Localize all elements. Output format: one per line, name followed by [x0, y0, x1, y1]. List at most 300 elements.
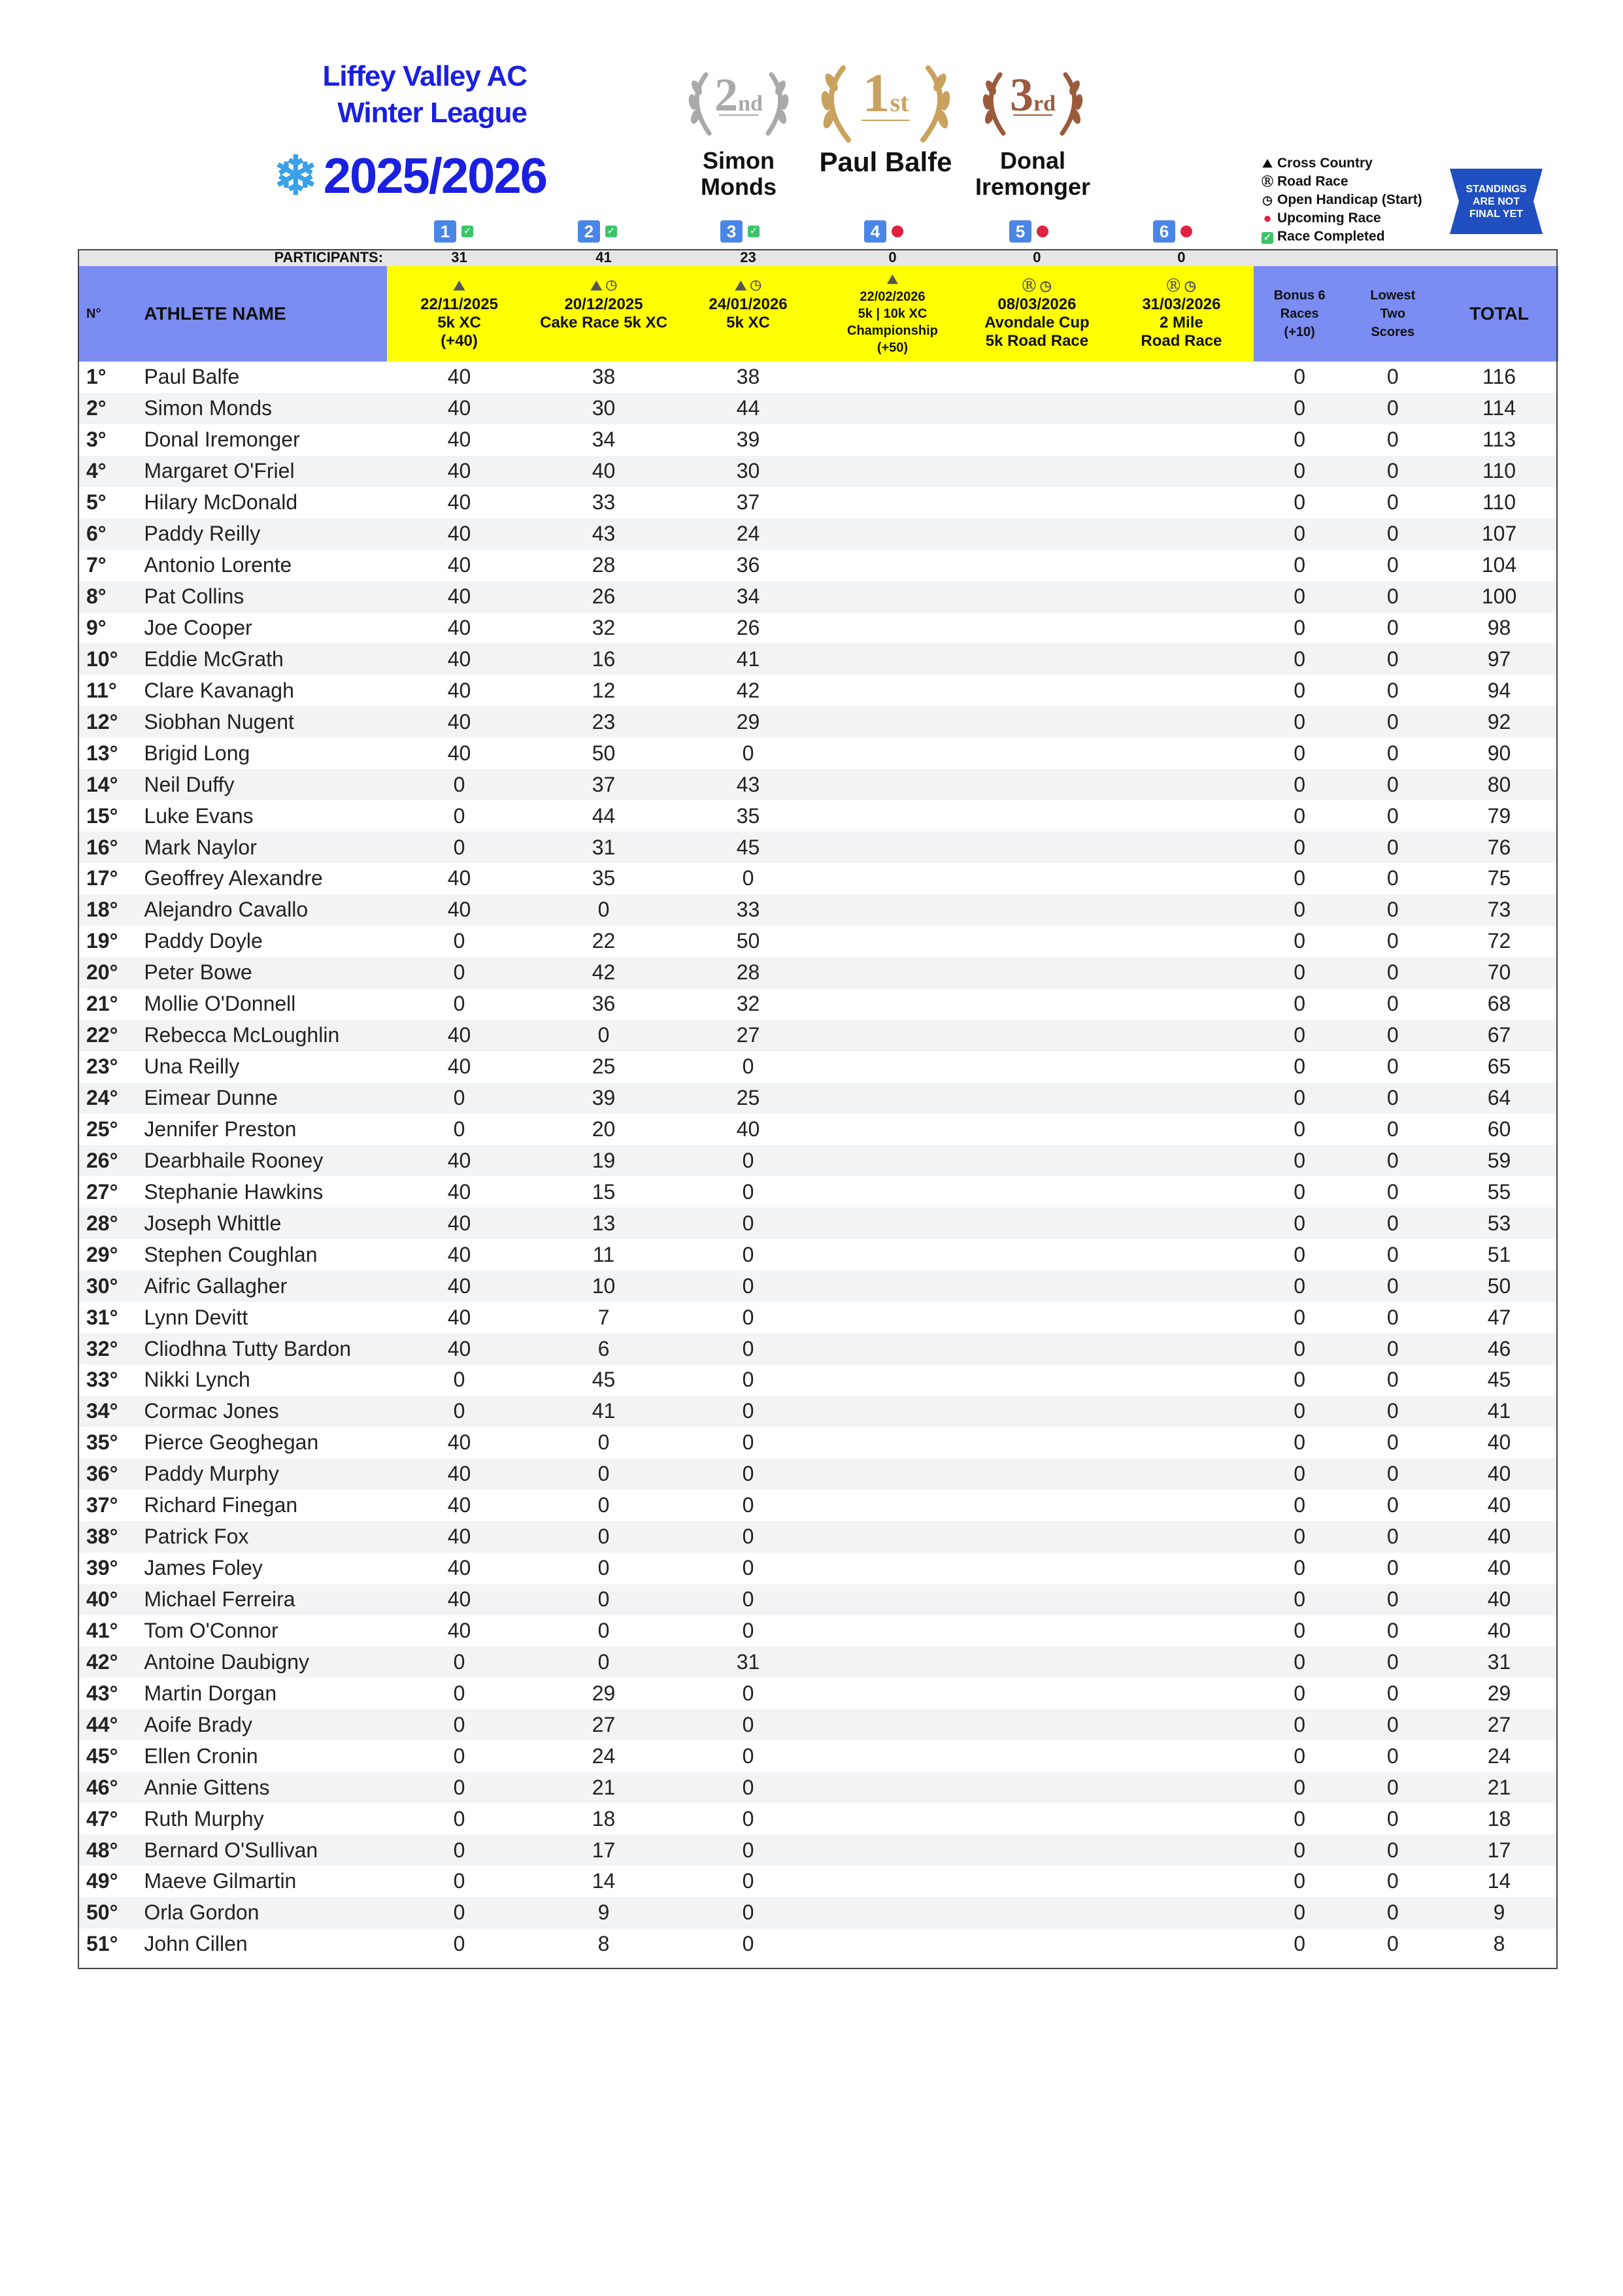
race-5-participants: 0 — [965, 249, 1109, 266]
lowest-cell: 0 — [1386, 1556, 1399, 1580]
race-2-header: ⛰ ◷ 20/12/2025 Cake Race 5k XC — [531, 266, 676, 362]
position-cell: 37° — [86, 1493, 118, 1517]
position-cell: 32° — [78, 1333, 137, 1364]
r1-cell: 40 — [447, 365, 471, 389]
table-row — [78, 769, 1558, 800]
position-cell: 36° — [78, 1459, 137, 1490]
r2-cell: 21 — [531, 1772, 676, 1803]
third-place-rank: 3rd — [1010, 69, 1056, 121]
r3-cell: 50 — [736, 929, 760, 953]
future-race-cell — [820, 1740, 965, 1772]
future-race-cell — [1109, 1302, 1254, 1333]
table-row — [78, 926, 1558, 957]
table-row — [78, 800, 1558, 832]
first-place-name: Paul Balfe — [819, 146, 952, 177]
table-row — [78, 1051, 1558, 1083]
r1-cell: 40 — [387, 1584, 531, 1615]
r3-cell: 0 — [676, 1897, 820, 1929]
r1-cell: 40 — [447, 553, 471, 577]
race-6-badge: 6 — [1153, 220, 1192, 243]
table-row — [78, 1897, 1558, 1929]
r3-cell: 42 — [736, 678, 760, 702]
table-row — [78, 1929, 1558, 1960]
r2-cell: 11 — [592, 1242, 615, 1266]
future-race-cell — [965, 1866, 1109, 1897]
athlete-name-cell: Peter Bowe — [137, 957, 387, 988]
r1-cell: 40 — [447, 866, 471, 890]
athlete-name-cell: Michael Ferreira — [137, 1584, 387, 1615]
r3-cell: 0 — [742, 1242, 754, 1266]
r3-cell: 0 — [742, 1869, 754, 1893]
table-row — [78, 894, 1558, 926]
r2-cell: 7 — [597, 1305, 610, 1329]
position-cell: 2° — [78, 393, 137, 424]
lowest-cell: 0 — [1386, 1618, 1399, 1642]
future-race-cell — [965, 1459, 1109, 1490]
bonus-cell: 0 — [1294, 1179, 1306, 1204]
r1-cell: 0 — [453, 992, 465, 1016]
total-cell: 53 — [1440, 1207, 1558, 1239]
position-cell: 20° — [78, 957, 137, 988]
position-cell: 46° — [78, 1772, 137, 1803]
r1-cell: 40 — [387, 706, 531, 737]
red-dot-icon — [1037, 226, 1048, 237]
future-race-cell — [820, 706, 965, 737]
r2-cell: 24 — [592, 1744, 616, 1768]
future-race-cell — [1109, 737, 1254, 769]
future-race-cell — [820, 832, 965, 863]
r2-cell: 25 — [592, 1055, 616, 1079]
r3-cell: 33 — [676, 894, 820, 926]
future-race-cell — [1109, 894, 1254, 926]
bonus-cell: 0 — [1254, 581, 1346, 613]
future-race-cell — [820, 1364, 965, 1396]
bonus-cell: 0 — [1294, 1368, 1306, 1392]
race-1-badge: 1 ✓ — [434, 220, 473, 243]
total-cell: 18 — [1487, 1806, 1511, 1831]
lowest-cell: 0 — [1386, 1681, 1399, 1705]
r1-cell: 40 — [387, 581, 531, 613]
athlete-name-cell: John Cillen — [144, 1932, 248, 1956]
future-race-cell — [965, 832, 1109, 863]
athlete-name-cell: Maeve Gilmartin — [144, 1869, 297, 1893]
athlete-name-cell: Annie Gittens — [137, 1772, 387, 1803]
future-race-cell — [1109, 1553, 1254, 1584]
r2-cell: 0 — [531, 1646, 676, 1678]
table-row — [78, 1646, 1558, 1678]
legend-upcoming: ● Upcoming Race — [1260, 209, 1422, 228]
future-race-cell — [820, 456, 965, 487]
bonus-cell: 0 — [1294, 678, 1306, 702]
r3-cell: 0 — [742, 1681, 754, 1705]
athlete-name-cell: Dearbhaile Rooney — [137, 1145, 387, 1176]
future-race-cell — [1109, 1051, 1254, 1083]
athlete-name-cell: Jennifer Preston — [144, 1117, 297, 1141]
lowest-cell: 0 — [1345, 1333, 1440, 1364]
r3-cell: 0 — [676, 1584, 820, 1615]
future-race-cell — [820, 769, 965, 800]
future-race-cell — [1109, 1521, 1254, 1553]
position-cell: 44° — [78, 1709, 137, 1740]
r2-cell: 0 — [597, 1618, 610, 1642]
lowest-cell: 0 — [1386, 1932, 1399, 1956]
future-race-cell — [965, 894, 1109, 926]
athlete-name-cell: Mark Naylor — [137, 832, 387, 863]
table-row — [78, 550, 1558, 581]
future-race-cell — [965, 613, 1109, 644]
total-cell: 97 — [1440, 643, 1558, 675]
bonus-cell: 0 — [1294, 992, 1306, 1016]
r2-cell: 0 — [597, 1556, 610, 1580]
r2-cell: 0 — [597, 1493, 610, 1517]
total-cell: 14 — [1487, 1869, 1511, 1893]
bonus-cell: 0 — [1294, 1556, 1306, 1580]
future-race-cell — [965, 1051, 1109, 1083]
r2-cell: 16 — [531, 643, 676, 675]
r2-cell: 22 — [592, 929, 616, 953]
red-dot-icon — [892, 226, 903, 237]
lowest-cell: 0 — [1345, 1145, 1440, 1176]
future-race-cell — [965, 769, 1109, 800]
r3-cell: 30 — [676, 456, 820, 487]
lowest-cell: 0 — [1345, 393, 1440, 424]
position-cell: 15° — [86, 803, 118, 828]
future-race-cell — [1109, 1333, 1254, 1364]
athlete-name-cell: Aoife Brady — [137, 1709, 387, 1740]
future-race-cell — [965, 1239, 1109, 1270]
r1-cell: 0 — [387, 1772, 531, 1803]
r3-cell: 0 — [742, 1744, 754, 1768]
future-race-cell — [965, 1584, 1109, 1615]
bonus-cell: 0 — [1294, 365, 1306, 389]
total-cell: 40 — [1487, 1430, 1511, 1455]
future-race-cell — [965, 1929, 1109, 1960]
r2-cell: 35 — [592, 866, 616, 890]
position-cell: 29° — [86, 1242, 118, 1266]
future-race-cell — [1109, 800, 1254, 832]
r2-cell: 26 — [531, 581, 676, 613]
lowest-cell: 0 — [1345, 832, 1440, 863]
lowest-cell: 0 — [1386, 929, 1399, 953]
total-cell: 29 — [1487, 1681, 1511, 1705]
future-race-cell — [1109, 1459, 1254, 1490]
total-cell: 60 — [1487, 1117, 1511, 1141]
table-header — [78, 266, 1558, 362]
r1-cell: 0 — [453, 1806, 465, 1831]
r3-cell: 0 — [676, 1145, 820, 1176]
athlete-name-cell: James Foley — [144, 1556, 263, 1580]
r1-cell: 0 — [453, 1744, 465, 1768]
position-cell: 45° — [86, 1744, 118, 1768]
table-row — [78, 1176, 1558, 1207]
future-race-cell — [965, 1678, 1109, 1709]
r2-cell: 19 — [531, 1145, 676, 1176]
future-race-cell — [820, 1929, 965, 1960]
athlete-name-cell: Joseph Whittle — [137, 1207, 387, 1239]
future-race-cell — [820, 362, 965, 393]
race-3-participants: 23 — [676, 249, 820, 266]
r1-cell: 40 — [387, 1521, 531, 1553]
lowest-cell: 0 — [1345, 1772, 1440, 1803]
r3-cell: 0 — [742, 1556, 754, 1580]
future-race-cell — [1109, 706, 1254, 737]
r1-cell: 40 — [387, 1270, 531, 1302]
future-race-cell — [820, 863, 965, 894]
athlete-name-cell: Eimear Dunne — [137, 1083, 387, 1114]
r3-cell: 0 — [676, 1521, 820, 1553]
future-race-cell — [965, 706, 1109, 737]
lowest-cell: 0 — [1345, 1396, 1440, 1427]
future-race-cell — [1109, 1740, 1254, 1772]
r3-cell: 0 — [676, 1834, 820, 1866]
future-race-cell — [820, 550, 965, 581]
future-race-cell — [820, 1083, 965, 1114]
table-row — [78, 1834, 1558, 1866]
table-row — [78, 1364, 1558, 1396]
future-race-cell — [1109, 424, 1254, 456]
r2-cell: 8 — [597, 1932, 610, 1956]
r2-cell: 9 — [531, 1897, 676, 1929]
second-place-rank: 2nd — [714, 69, 763, 121]
future-race-cell — [965, 550, 1109, 581]
future-race-cell — [820, 1866, 965, 1897]
total-cell: 65 — [1487, 1055, 1511, 1079]
r2-cell: 38 — [592, 365, 616, 389]
athlete-name-cell: Richard Finegan — [144, 1493, 298, 1517]
table-row — [78, 1333, 1558, 1364]
future-race-cell — [820, 1459, 965, 1490]
position-cell: 14° — [78, 769, 137, 800]
future-race-cell — [820, 1270, 965, 1302]
r1-cell: 0 — [387, 1083, 531, 1114]
r1-cell: 0 — [387, 1646, 531, 1678]
total-cell: 40 — [1487, 1618, 1511, 1642]
table-row — [78, 1427, 1558, 1459]
future-race-cell — [965, 1114, 1109, 1145]
r3-cell: 0 — [742, 1055, 754, 1079]
lowest-cell: 0 — [1386, 866, 1399, 890]
total-cell: 47 — [1487, 1305, 1511, 1329]
r2-cell: 10 — [531, 1270, 676, 1302]
table-row — [78, 863, 1558, 894]
bonus-cell: 0 — [1294, 490, 1306, 515]
future-race-cell — [820, 1020, 965, 1051]
athlete-name-cell: Antonio Lorente — [144, 553, 292, 577]
future-race-cell — [965, 1302, 1109, 1333]
athlete-name-cell: Clare Kavanagh — [144, 678, 294, 702]
r1-cell: 40 — [447, 678, 471, 702]
total-cell: 40 — [1487, 1493, 1511, 1517]
athlete-name-cell: Stephanie Hawkins — [144, 1179, 324, 1204]
position-cell: 39° — [86, 1556, 118, 1580]
bonus-cell: 0 — [1254, 1333, 1346, 1364]
lowest-cell: 0 — [1345, 518, 1440, 550]
athlete-name-cell: Eddie McGrath — [137, 643, 387, 675]
lowest-cell: 0 — [1386, 741, 1399, 765]
legend — [1260, 154, 1422, 246]
r3-cell: 0 — [676, 1772, 820, 1803]
race-6-participants: 0 — [1109, 249, 1254, 266]
table-row — [78, 1678, 1558, 1709]
r1-cell: 40 — [447, 741, 471, 765]
bonus-cell: 0 — [1294, 1055, 1306, 1079]
pos-header: N° — [78, 266, 137, 362]
future-race-cell — [965, 1772, 1109, 1803]
r3-cell: 34 — [676, 581, 820, 613]
future-race-cell — [965, 926, 1109, 957]
future-race-cell — [820, 1114, 965, 1145]
total-cell: 110 — [1440, 456, 1558, 487]
r1-cell: 40 — [447, 490, 471, 515]
table-row — [78, 1207, 1558, 1239]
future-race-cell — [1109, 1270, 1254, 1302]
future-race-cell — [1109, 957, 1254, 988]
total-cell: 40 — [1487, 1556, 1511, 1580]
r2-cell: 20 — [592, 1117, 616, 1141]
lowest-cell: 0 — [1386, 1806, 1399, 1831]
check-icon: ✓ — [748, 226, 760, 237]
lowest-cell: 0 — [1345, 894, 1440, 926]
total-cell: 110 — [1482, 490, 1516, 515]
table-row — [78, 487, 1558, 518]
lowest-cell: 0 — [1386, 803, 1399, 828]
position-cell: 12° — [78, 706, 137, 737]
future-race-cell — [820, 926, 965, 957]
future-race-cell — [1109, 675, 1254, 706]
r3-cell: 35 — [736, 803, 760, 828]
snowflake-icon: ❄ — [273, 146, 317, 206]
r1-cell: 40 — [447, 1242, 471, 1266]
table-row — [78, 393, 1558, 424]
bonus-cell: 0 — [1254, 832, 1346, 863]
athlete-name-cell: Brigid Long — [144, 741, 250, 765]
total-cell: 40 — [1440, 1584, 1558, 1615]
bonus-cell: 0 — [1254, 1083, 1346, 1114]
season-title — [273, 145, 546, 207]
bonus-cell: 0 — [1254, 769, 1346, 800]
r3-cell: 27 — [676, 1020, 820, 1051]
future-race-cell — [1109, 1834, 1254, 1866]
future-race-cell — [1109, 1584, 1254, 1615]
total-cell: 8 — [1493, 1932, 1505, 1956]
position-cell: 10° — [78, 643, 137, 675]
future-race-cell — [965, 1803, 1109, 1834]
future-race-cell — [1109, 1239, 1254, 1270]
future-race-cell — [1109, 1145, 1254, 1176]
total-cell: 80 — [1440, 769, 1558, 800]
athlete-name-cell: Hilary McDonald — [144, 490, 298, 515]
check-icon: ✓ — [1260, 230, 1275, 243]
lowest-cell: 0 — [1345, 1646, 1440, 1678]
r2-cell: 12 — [592, 678, 616, 702]
table-row — [78, 1239, 1558, 1270]
first-place-rank: 1st — [862, 63, 909, 124]
future-race-cell — [965, 518, 1109, 550]
lowest-cell: 0 — [1345, 957, 1440, 988]
r3-cell: 40 — [736, 1117, 760, 1141]
lowest-cell: 0 — [1386, 1430, 1399, 1455]
future-race-cell — [965, 424, 1109, 456]
athlete-name-cell: Patrick Fox — [137, 1521, 387, 1553]
r3-cell: 41 — [676, 643, 820, 675]
table-row — [78, 1270, 1558, 1302]
position-cell: 43° — [86, 1681, 118, 1705]
future-race-cell — [820, 1709, 965, 1740]
future-race-cell — [965, 800, 1109, 832]
athlete-name-cell: Ellen Cronin — [144, 1744, 258, 1768]
future-race-cell — [1109, 1772, 1254, 1803]
athlete-name-cell: Donal Iremonger — [144, 428, 300, 452]
future-race-cell — [965, 1553, 1109, 1584]
r2-cell: 34 — [592, 428, 616, 452]
future-race-cell — [1109, 988, 1254, 1020]
athlete-name-cell: Neil Duffy — [137, 769, 387, 800]
bonus-cell: 0 — [1294, 1305, 1306, 1329]
athlete-name-cell: Nikki Lynch — [144, 1368, 250, 1392]
lowest-cell: 0 — [1345, 706, 1440, 737]
bonus-cell: 0 — [1254, 706, 1346, 737]
r3-cell: 0 — [742, 1806, 754, 1831]
future-race-cell — [1109, 518, 1254, 550]
r2-cell: 44 — [592, 803, 616, 828]
future-race-cell — [1109, 1020, 1254, 1051]
participants-row — [78, 249, 1558, 266]
r1-cell: 40 — [447, 1179, 471, 1204]
future-race-cell — [820, 1897, 965, 1929]
standings-table — [78, 249, 1558, 1960]
road-clock-icon: Ⓡ ◷ — [1166, 279, 1196, 294]
total-header: TOTAL — [1440, 266, 1558, 362]
future-race-cell — [1109, 1083, 1254, 1114]
r1-cell: 40 — [447, 428, 471, 452]
race-4-badge: 4 — [864, 220, 903, 243]
r2-cell: 0 — [531, 1459, 676, 1490]
r1-cell: 0 — [453, 1117, 465, 1141]
table-row — [78, 1020, 1558, 1051]
bonus-cell: 0 — [1294, 1493, 1306, 1517]
future-race-cell — [820, 1553, 965, 1584]
position-cell: 26° — [78, 1145, 137, 1176]
future-race-cell — [1109, 1678, 1254, 1709]
r2-cell: 50 — [592, 741, 616, 765]
r1-cell: 40 — [447, 1556, 471, 1580]
r1-cell: 40 — [387, 393, 531, 424]
total-cell: 76 — [1440, 832, 1558, 863]
table-row — [78, 737, 1558, 769]
future-race-cell — [820, 1239, 965, 1270]
position-cell: 33° — [86, 1368, 118, 1392]
legend-open-handicap: ◷ Open Handicap (Start) — [1260, 191, 1422, 209]
total-cell: 113 — [1482, 428, 1516, 452]
bonus-cell: 0 — [1254, 1584, 1346, 1615]
future-race-cell — [965, 1615, 1109, 1647]
lowest-cell: 0 — [1386, 553, 1399, 577]
total-cell: 46 — [1440, 1333, 1558, 1364]
r3-cell: 28 — [676, 957, 820, 988]
r3-cell: 0 — [742, 1493, 754, 1517]
position-cell: 17° — [86, 866, 118, 890]
bonus-cell: 0 — [1294, 929, 1306, 953]
position-cell: 35° — [86, 1430, 118, 1455]
road-race-icon: Ⓡ — [1262, 175, 1273, 188]
future-race-cell — [820, 1427, 965, 1459]
mountain-icon: ⛰ — [887, 273, 898, 287]
bonus-cell: 0 — [1294, 1869, 1306, 1893]
future-race-cell — [820, 1302, 965, 1333]
future-race-cell — [965, 1834, 1109, 1866]
athlete-name-cell: Rebecca McLoughlin — [137, 1020, 387, 1051]
r1-cell: 0 — [387, 1396, 531, 1427]
